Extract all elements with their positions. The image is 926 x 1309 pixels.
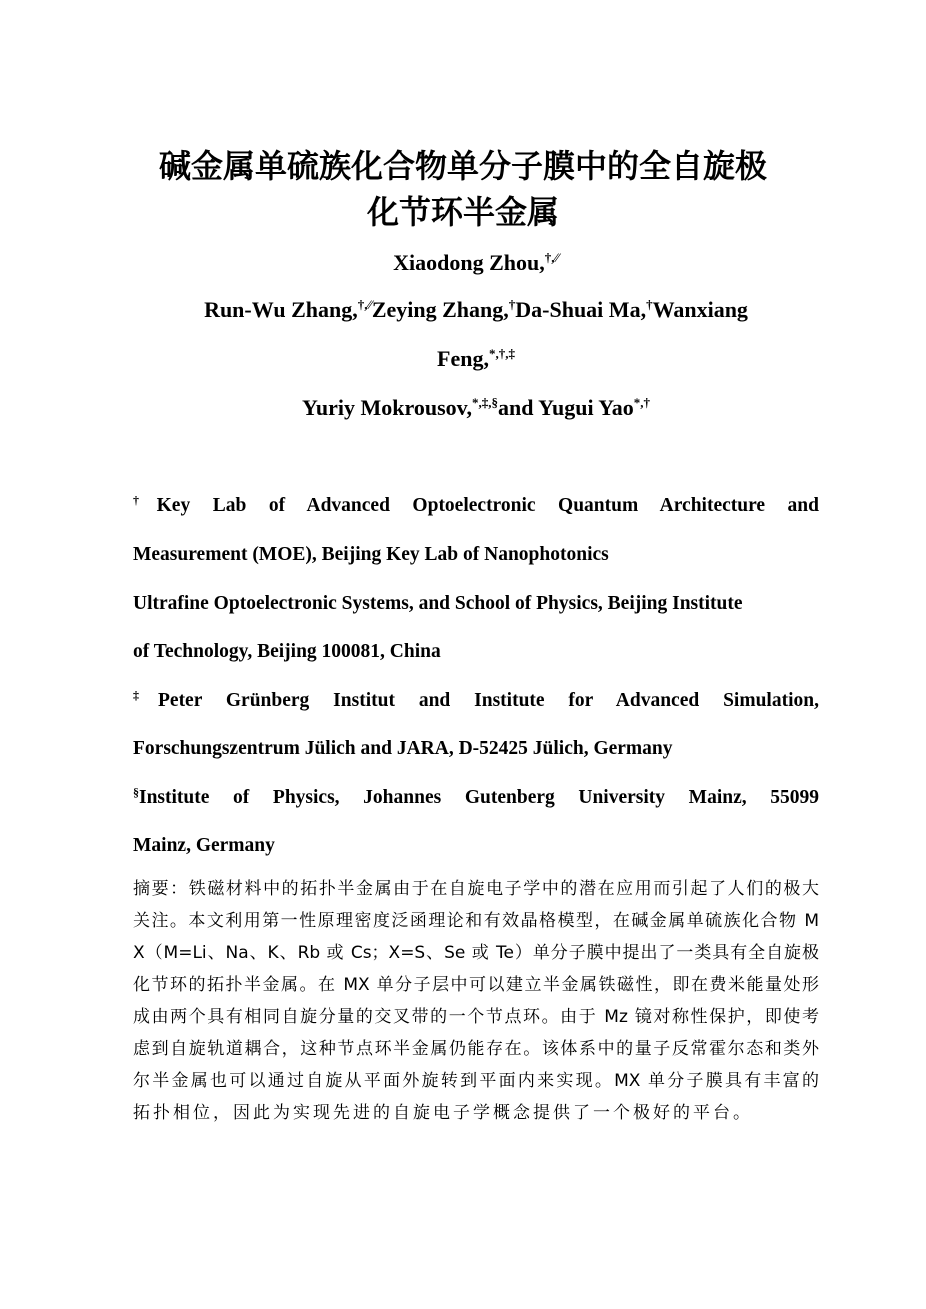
author-name: Da-Shuai Ma, xyxy=(515,297,647,322)
abstract-line: 拓扑相位，因此为实现先进的自旋电子学概念提供了一个极好的平台。 xyxy=(133,1103,753,1123)
author-name: Feng, xyxy=(437,346,489,371)
abstract-line: 摘要：铁磁材料中的拓扑半金属由于在自旋电子学中的潜在应用而引起了人们的极大 xyxy=(133,879,819,899)
affiliation-double-dagger-line-1: ‡Peter Grünberg Institut and Institute for Advanced Simulation, xyxy=(133,688,819,711)
author-line-3 xyxy=(133,346,819,372)
abstract-line: 成由两个具有相同自旋分量的交叉带的一个节点环。由于 Mz 镜对称性保护，即使考 xyxy=(133,1007,819,1027)
abstract-line: 关注。本文利用第一性原理密度泛函理论和有效晶格模型，在碱金属单硫族化合物 M xyxy=(133,911,819,931)
affiliation-dagger-line-3: Ultrafine Optoelectronic Systems, and School of Physics, Beijing Institute xyxy=(133,593,743,614)
affil-mark: ‡ xyxy=(133,688,158,702)
author-affil-mark: *,† xyxy=(633,395,650,410)
affiliation-double-dagger-line-2: Forschungszentrum Jülich and JARA, D-52425 Jülich, Germany xyxy=(133,738,673,759)
author-affil-mark: *,†,‡ xyxy=(488,346,515,361)
author-affil-mark: †,⁄⁄ xyxy=(544,250,559,265)
author-affil-mark: † xyxy=(646,297,653,312)
affil-mark: † xyxy=(133,493,157,507)
author-affil-mark: *,‡,§ xyxy=(471,395,498,410)
title-line-2: 化节环半金属 xyxy=(366,193,559,231)
author-name: Xiaodong Zhou, xyxy=(393,250,545,275)
affiliation-dagger-line-4: of Technology, Beijing 100081, China xyxy=(133,641,441,662)
author-name: Run-Wu Zhang, xyxy=(204,297,358,322)
affiliation-dagger-line-2: Measurement (MOE), Beijing Key Lab of Nanophotonics xyxy=(133,544,609,565)
affiliation-dagger-line-1: †Key Lab of Advanced Optoelectronic Quantum Architecture and xyxy=(133,493,819,516)
title-line-1: 碱金属单硫族化合物单分子膜中的全自旋极 xyxy=(158,147,767,185)
author-name: and Yugui Yao xyxy=(497,395,634,420)
author-line-1 xyxy=(133,250,819,276)
affiliation-section-line-1: §Institute of Physics, Johannes Gutenberg University Mainz, 55099 xyxy=(133,785,819,808)
author-line-4 xyxy=(133,395,819,421)
author-name: Zeying Zhang, xyxy=(371,297,509,322)
paper-title xyxy=(100,143,826,235)
author-name: Yuriy Mokrousov, xyxy=(302,395,472,420)
abstract-line: X（M=Li、Na、K、Rb 或 Cs；X=S、Se 或 Te）单分子膜中提出了一类具有全自旋极 xyxy=(133,943,819,963)
author-affil-mark: †,⁄⁄ xyxy=(357,297,372,312)
author-name: Wanxiang xyxy=(652,297,748,322)
author-line-2 xyxy=(133,297,819,323)
abstract-line: 虑到自旋轨道耦合，这种节点环半金属仍能存在。该体系中的量子反常霍尔态和类外 xyxy=(133,1039,819,1059)
author-affil-mark: † xyxy=(508,297,516,312)
abstract-line: 尔半金属也可以通过自旋从平面外旋转到平面内来实现。MX 单分子膜具有丰富的 xyxy=(133,1071,819,1091)
abstract-line: 化节环的拓扑半金属。在 MX 单分子层中可以建立半金属铁磁性，即在费米能量处形 xyxy=(133,975,819,995)
affiliation-section-line-2: Mainz, Germany xyxy=(133,835,275,856)
affil-mark: § xyxy=(133,785,139,799)
